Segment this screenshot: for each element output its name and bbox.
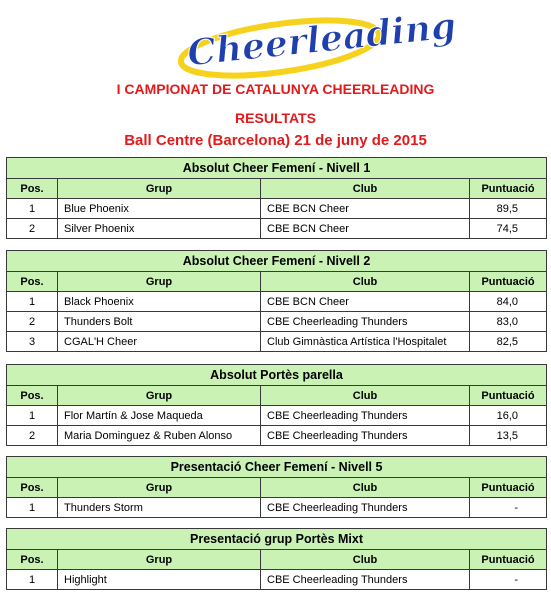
col-score: Puntuació (470, 179, 547, 199)
row-score: 74,5 (470, 219, 547, 239)
table-row (7, 406, 547, 426)
row-score: 13,5 (470, 426, 547, 446)
col-club: Club (261, 272, 470, 292)
table-row (7, 219, 547, 239)
logo-text: Cheerleading (185, 4, 458, 75)
row-pos: 1 (7, 570, 58, 590)
row-pos: 1 (7, 498, 58, 518)
table-title: Absolut Portès parella (7, 365, 547, 386)
column-headers (7, 550, 547, 570)
row-club: CBE Cheerleading Thunders (261, 312, 470, 332)
col-group: Grup (58, 550, 261, 570)
row-group: Blue Phoenix (58, 199, 261, 219)
table-row (7, 570, 547, 590)
results-table-absolut-cheer-nivell-2 (6, 250, 547, 352)
row-club: CBE Cheerleading Thunders (261, 570, 470, 590)
column-headers (7, 179, 547, 199)
column-headers (7, 272, 547, 292)
results-table-absolut-portes-parella (6, 364, 547, 446)
col-score: Puntuació (470, 550, 547, 570)
row-score: 83,0 (470, 312, 547, 332)
row-pos: 1 (7, 292, 58, 312)
row-group: Thunders Storm (58, 498, 261, 518)
table-row (7, 199, 547, 219)
results-title: RESULTATS (235, 110, 316, 126)
row-pos: 3 (7, 332, 58, 352)
row-group: Silver Phoenix (58, 219, 261, 239)
col-group: Grup (58, 386, 261, 406)
results-table-presentacio-cheer-nivell-5 (6, 456, 547, 518)
row-pos: 2 (7, 312, 58, 332)
col-club: Club (261, 478, 470, 498)
row-group: Flor Martín & Jose Maqueda (58, 406, 261, 426)
row-group: Black Phoenix (58, 292, 261, 312)
col-pos: Pos. (7, 478, 58, 498)
table-title: Absolut Cheer Femení - Nivell 2 (7, 251, 547, 272)
col-group: Grup (58, 478, 261, 498)
row-club: CBE BCN Cheer (261, 219, 470, 239)
table-row (7, 312, 547, 332)
table-title: Presentació Cheer Femení - Nivell 5 (7, 457, 547, 478)
col-group: Grup (58, 179, 261, 199)
row-group: CGAL'H Cheer (58, 332, 261, 352)
col-pos: Pos. (7, 272, 58, 292)
venue-date: Ball Centre (Barcelona) 21 de juny de 2015 (124, 132, 427, 149)
row-score: 84,0 (470, 292, 547, 312)
col-club: Club (261, 550, 470, 570)
col-club: Club (261, 179, 470, 199)
row-group: Highlight (58, 570, 261, 590)
cheerleading-logo (175, 4, 458, 78)
row-score: 82,5 (470, 332, 547, 352)
results-table-presentacio-portes-mixt (6, 528, 547, 590)
table-row (7, 292, 547, 312)
table-title: Presentació grup Portès Mixt (7, 529, 547, 550)
col-club: Club (261, 386, 470, 406)
col-score: Puntuació (470, 478, 547, 498)
table-row (7, 426, 547, 446)
col-pos: Pos. (7, 550, 58, 570)
row-pos: 1 (7, 199, 58, 219)
row-pos: 1 (7, 406, 58, 426)
row-group: Maria Dominguez & Ruben Alonso (58, 426, 261, 446)
col-score: Puntuació (470, 272, 547, 292)
row-club: CBE Cheerleading Thunders (261, 426, 470, 446)
table-row (7, 332, 547, 352)
row-club: CBE Cheerleading Thunders (261, 406, 470, 426)
row-club: Club Gimnàstica Artística l'Hospitalet (261, 332, 470, 352)
row-club: CBE BCN Cheer (261, 292, 470, 312)
row-club: CBE Cheerleading Thunders (261, 498, 470, 518)
col-group: Grup (58, 272, 261, 292)
row-score: 89,5 (470, 199, 547, 219)
table-title: Absolut Cheer Femení - Nivell 1 (7, 158, 547, 179)
row-score: - (470, 498, 547, 518)
championship-title: I CAMPIONAT DE CATALUNYA CHEERLEADING (116, 81, 435, 97)
row-pos: 2 (7, 219, 58, 239)
row-club: CBE BCN Cheer (261, 199, 470, 219)
results-table-absolut-cheer-nivell-1 (6, 157, 547, 239)
row-group: Thunders Bolt (58, 312, 261, 332)
column-headers (7, 478, 547, 498)
col-pos: Pos. (7, 386, 58, 406)
column-headers (7, 386, 547, 406)
col-pos: Pos. (7, 179, 58, 199)
col-score: Puntuació (470, 386, 547, 406)
row-pos: 2 (7, 426, 58, 446)
row-score: 16,0 (470, 406, 547, 426)
table-row (7, 498, 547, 518)
row-score: - (470, 570, 547, 590)
